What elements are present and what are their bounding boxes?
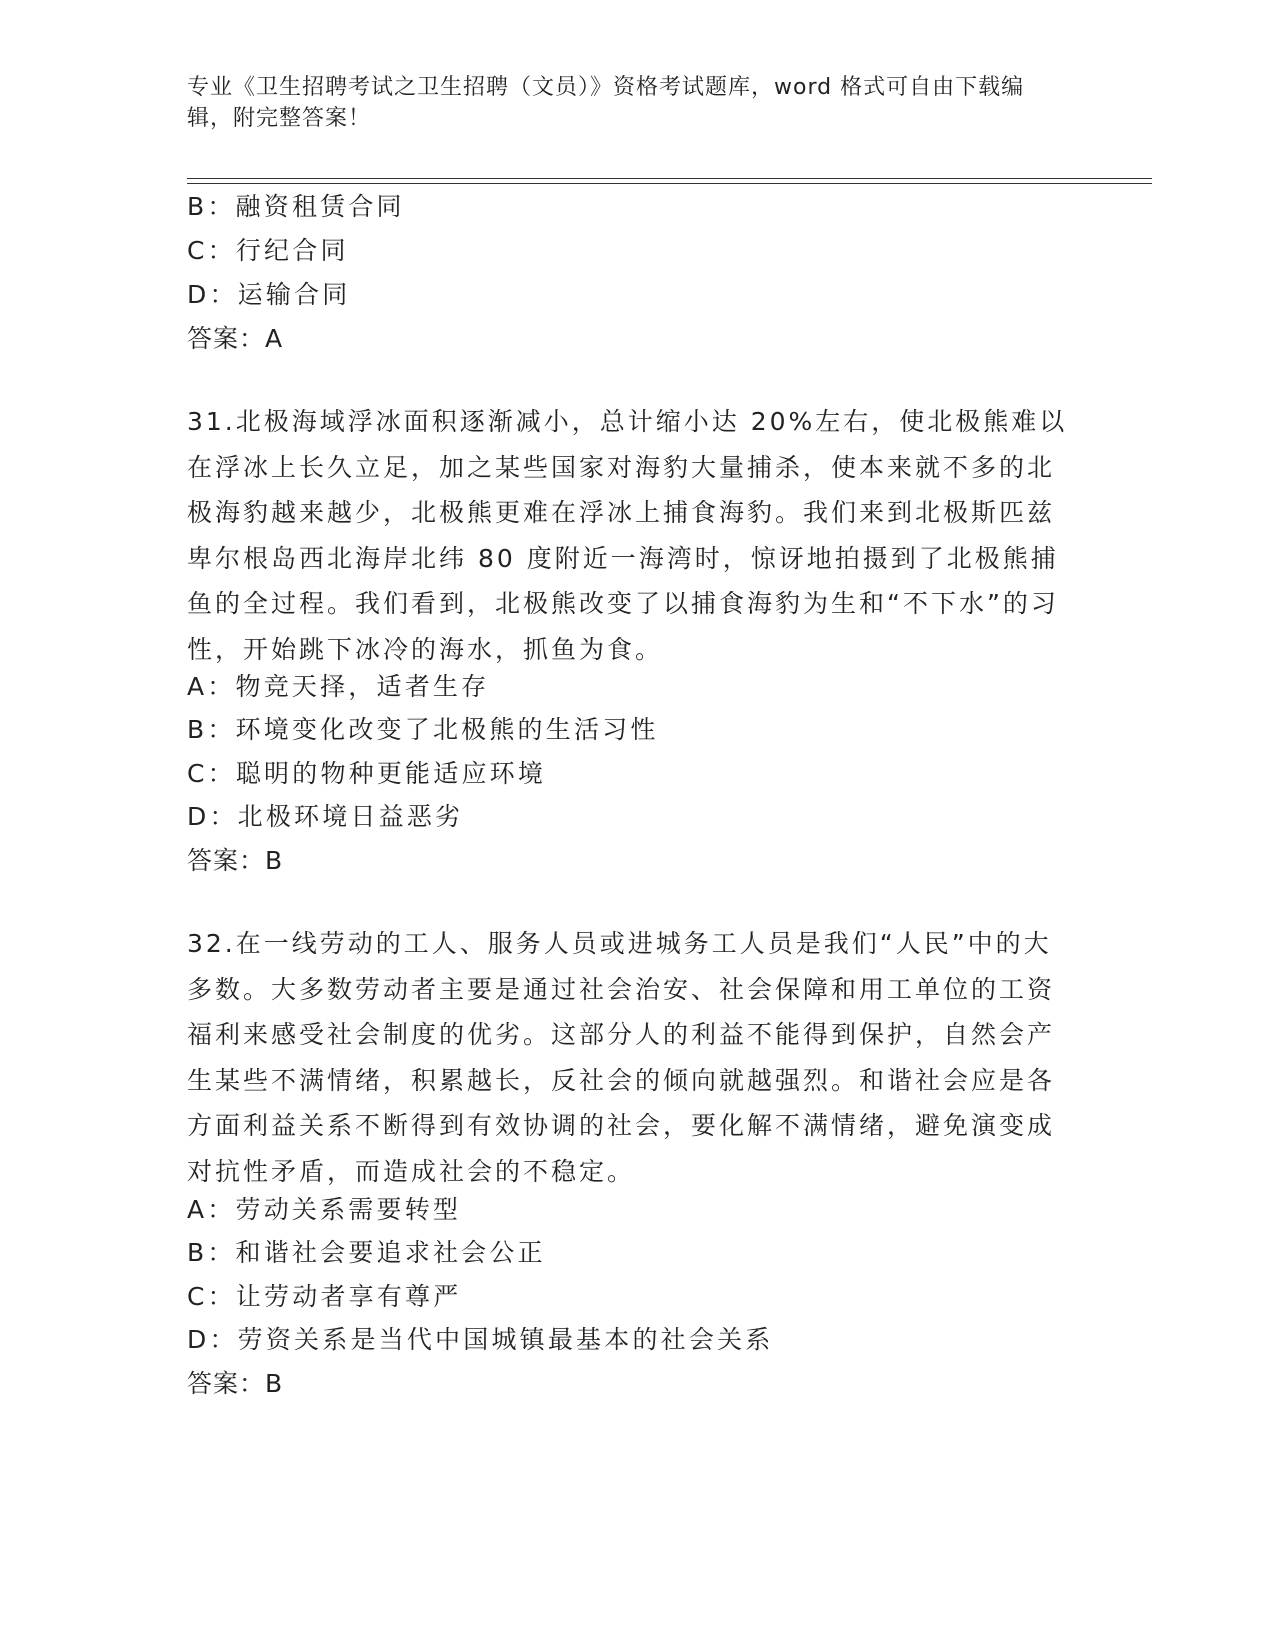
- header-rule-top: [187, 178, 1152, 179]
- q31-option-a: A：物竞天择，适者生存: [187, 672, 490, 701]
- q32-option-a: A：劳动关系需要转型: [187, 1195, 462, 1224]
- q31-option-b: B：环境变化改变了北极熊的生活习性: [187, 715, 659, 744]
- q32-answer: 答案：B: [187, 1369, 284, 1398]
- q32-option-c: C：让劳动者享有尊严: [187, 1282, 462, 1311]
- q31-stem: 31.北极海域浮冰面积逐渐减小，总计缩小达 20%左右，使北极熊难以在浮冰上长久立足，加之某些国家对海豹大量捕杀，使本来就不多的北极海豹越来越少，北极熊更难在浮冰上捕食海豹。我们来到北极斯匹兹卑尔根岛西北海岸北纬 80 度附近一海湾时，惊讶地拍摄到了北极熊捕鱼的全过程。我们看到，北极熊改变了以捕食海豹为生和“不下水”的习性，开始跳下冰冷的海水，抓鱼为食。: [187, 407, 1068, 664]
- q32-option-b: B：和谐社会要追求社会公正: [187, 1238, 546, 1267]
- q30-option-b: B：融资租赁合同: [187, 192, 405, 221]
- q32-option-d: D：劳资关系是当代中国城镇最基本的社会关系: [187, 1325, 774, 1354]
- header-rule-bottom: [187, 183, 1152, 184]
- q30-option-c: C：行纪合同: [187, 236, 349, 265]
- q30-option-d: D：运输合同: [187, 280, 351, 309]
- q31-option-c: C：聪明的物种更能适应环境: [187, 759, 547, 788]
- q32-stem: 32.在一线劳动的工人、服务人员或进城务工人员是我们“人民”中的大多数。大多数劳动者主要是通过社会治安、社会保障和用工单位的工资福利来感受社会制度的优劣。这部分人的利益不能得到保护，自然会产生某些不满情绪，积累越长，反社会的倾向就越强烈。和谐社会应是各方面利益关系不断得到有效协调的社会，要化解不满情绪，避免演变成对抗性矛盾，而造成社会的不稳定。: [187, 929, 1056, 1186]
- q30-answer: 答案：A: [187, 324, 284, 353]
- q31-answer: 答案：B: [187, 846, 284, 875]
- document-header: 专业《卫生招聘考试之卫生招聘（文员）》资格考试题库，word 格式可自由下载编辑，附完整答案！: [187, 75, 1025, 131]
- q31-option-d: D：北极环境日益恶劣: [187, 802, 464, 831]
